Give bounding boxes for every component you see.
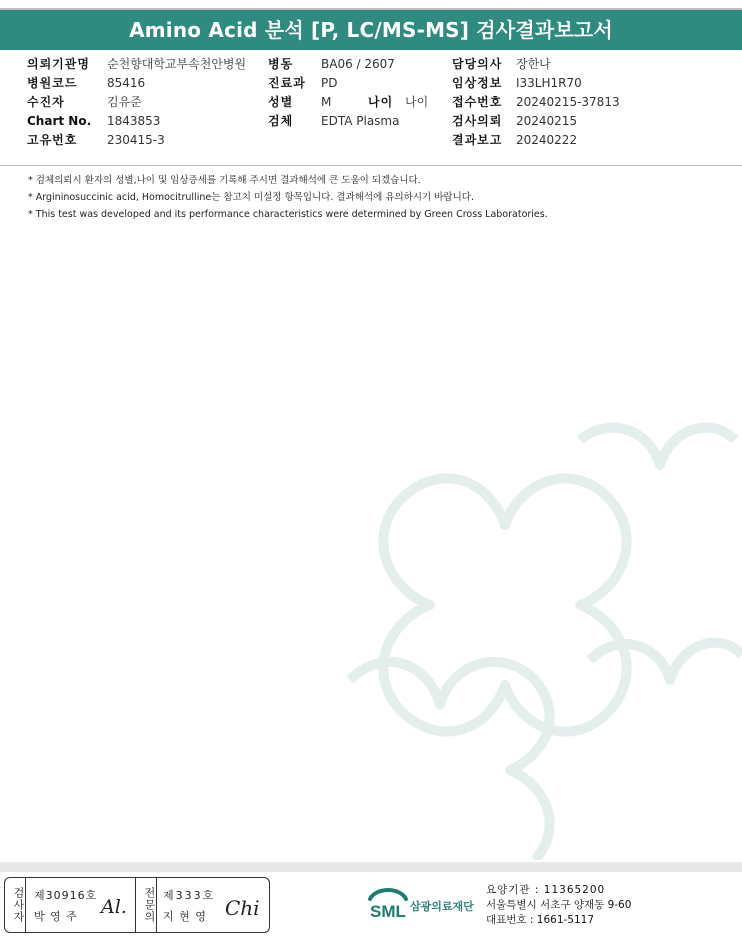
signature-box xyxy=(4,877,270,933)
info-value: I33LH1R70 xyxy=(516,76,582,90)
info-value: 85416 xyxy=(107,76,146,90)
info-col-3 xyxy=(452,55,620,150)
info-value: 순천향대학교부속천안병원 xyxy=(107,57,247,71)
info-value: 20240215-37813 xyxy=(516,95,620,109)
cross-watermark-icon xyxy=(290,420,742,860)
footer-bar xyxy=(0,862,742,872)
info-row-unique-no xyxy=(27,131,246,150)
info-value: 230415-3 xyxy=(107,133,165,147)
examiner-license-no: 제30916호 xyxy=(34,889,98,902)
report-title: Amino Acid 분석 [P, LC/MS-MS] 검사결과보고서 xyxy=(0,8,742,50)
info-col-1 xyxy=(27,55,246,150)
info-label: 담당의사 xyxy=(452,57,503,71)
info-value: 김유준 xyxy=(107,95,142,109)
info-row-doctor xyxy=(452,55,620,74)
info-label: 수진자 xyxy=(27,95,65,109)
specialist-signature: Chi xyxy=(225,896,260,920)
info-label: Chart No. xyxy=(27,114,92,128)
org-info-line: 대표번호 : 1661-5117 xyxy=(486,914,595,926)
info-value: 20240215 xyxy=(516,114,578,128)
info-label: 진료과 xyxy=(268,76,306,90)
notes xyxy=(28,172,548,223)
examiner-signature: Al. xyxy=(101,896,127,918)
note-line: * 검체의뢰시 환자의 성별,나이 및 임상증세를 기록해 주시면 결과해석에 큰 도움이 되겠습니다. xyxy=(28,175,421,186)
info-row-requester xyxy=(27,55,246,74)
info-label: 검체 xyxy=(268,114,294,128)
info-row-receipt-no xyxy=(452,93,620,112)
info-label: 접수번호 xyxy=(452,95,503,109)
organization-name: 삼광의료재단 xyxy=(410,900,474,913)
info-row-hospital-code xyxy=(27,74,246,93)
age-label: 나이 xyxy=(368,95,394,109)
info-value: 20240222 xyxy=(516,133,578,147)
section-divider xyxy=(0,165,742,166)
info-value: M xyxy=(321,95,332,109)
specialist-name: 지 현 영 xyxy=(163,910,207,923)
info-row-specimen xyxy=(268,112,428,131)
info-row-request-date xyxy=(452,112,620,131)
info-row-clinical-info xyxy=(452,74,620,93)
info-label: 병동 xyxy=(268,57,294,71)
info-label: 검사의뢰 xyxy=(452,114,503,128)
sml-logo-icon xyxy=(366,885,410,925)
info-row-ward xyxy=(268,55,428,74)
info-value: BA06 / 2607 xyxy=(321,57,395,71)
specialist-label: 전문의 xyxy=(135,878,157,932)
org-info-line: 서울특별시 서초구 양재동 9-60 xyxy=(486,899,632,911)
info-label: 임상정보 xyxy=(452,76,503,90)
info-value: EDTA Plasma xyxy=(321,114,400,128)
info-label: 결과보고 xyxy=(452,133,503,147)
age-value: 나이 xyxy=(405,95,429,109)
info-row-report-date xyxy=(452,131,620,150)
note-line: * Argininosuccinic acid, Homocitrulline는 참고치 미설정 항목입니다. 결과해석에 유의하시기 바랍니다. xyxy=(28,192,474,203)
info-value: 1843853 xyxy=(107,114,161,128)
info-row-department xyxy=(268,74,428,93)
info-value: 장한나 xyxy=(516,57,551,71)
info-label: 고유번호 xyxy=(27,133,78,147)
info-value: PD xyxy=(321,76,338,90)
info-label: 성별 xyxy=(268,95,294,109)
examiner-name: 박 영 주 xyxy=(34,910,78,923)
info-label: 의뢰기관명 xyxy=(27,57,90,71)
organization-info xyxy=(486,883,631,928)
info-col-2 xyxy=(268,55,428,131)
examiner-label: 검사자 xyxy=(5,878,26,932)
info-label: 병원코드 xyxy=(27,76,78,90)
info-row-sex xyxy=(268,93,428,112)
specialist-license-no: 제333호 xyxy=(163,889,216,902)
note-line: * This test was developed and its performance characteristics were determined by Green Cross Laboratories. xyxy=(28,209,548,220)
info-row-patient xyxy=(27,93,246,112)
sml-logo-text: SML xyxy=(370,902,406,921)
info-row-chart-no xyxy=(27,112,246,131)
org-info-line: 요양기관 : 11365200 xyxy=(486,884,606,896)
